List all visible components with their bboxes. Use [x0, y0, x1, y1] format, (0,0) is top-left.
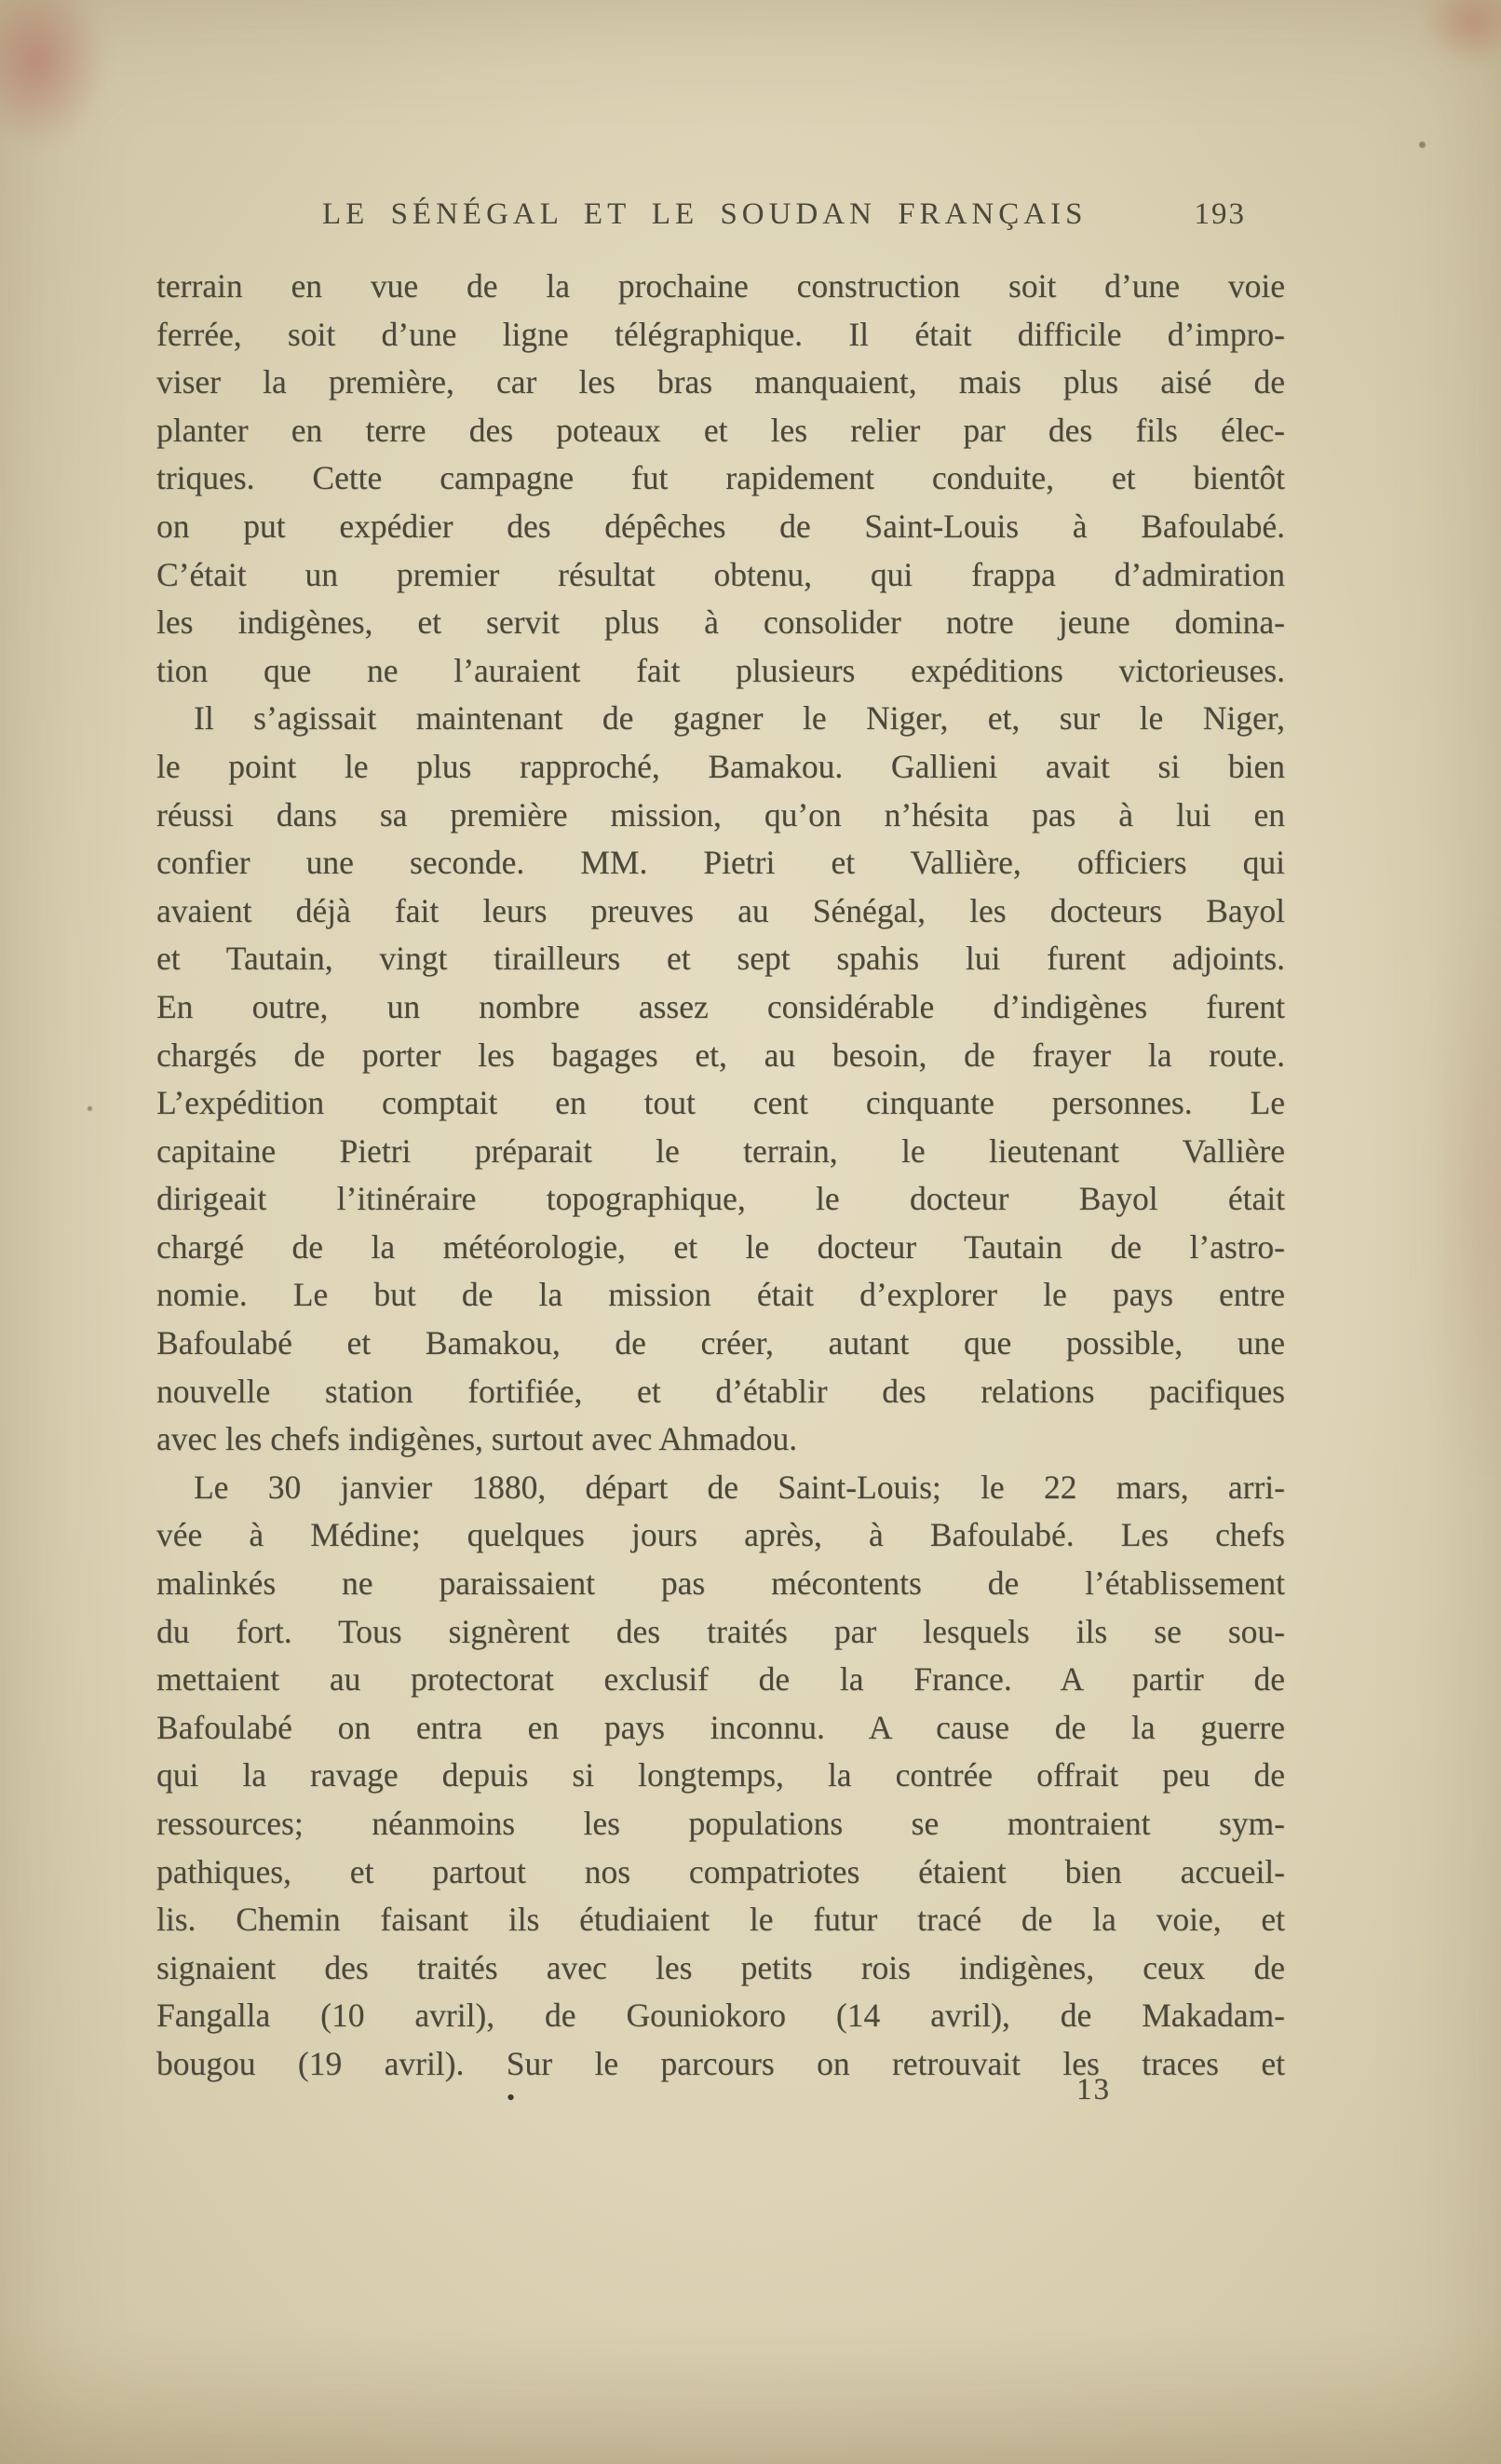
text-line: le point le plus rapproché, Bamakou. Gallieni avait si bien — [156, 747, 1285, 785]
text-line: malinkés ne paraissaient pas mécontents de l’établissement — [156, 1564, 1285, 1603]
text-line: on put expédier des dépêches de Saint-Louis à Bafoulabé. — [156, 507, 1285, 545]
text-line: réussi dans sa première mission, qu’on n’hésita pas à lui en — [156, 795, 1285, 833]
text-line: capitaine Pietri préparait le terrain, le lieutenant Vallière — [156, 1131, 1285, 1170]
signature-mark: 13 — [1076, 2073, 1111, 2106]
text-line: Fangalla (10 avril), de Gouniokoro (14 avril), de Makadam- — [156, 1997, 1285, 2035]
text-line: Le 30 janvier 1880, départ de Saint-Louis; le 22 mars, arri- — [194, 1468, 1285, 1506]
text-line: et Tautain, vingt tirailleurs et sept spahis lui furent adjoints. — [156, 940, 1285, 978]
page-number: 193 — [1194, 197, 1246, 231]
text-line: avaient déjà fait leurs preuves au Sénégal, les docteurs Bayol — [156, 891, 1285, 929]
text-line: les indigènes, et servit plus à consolider notre jeune domina- — [156, 603, 1285, 642]
text-line: ressources; néanmoins les populations se montraient sym- — [156, 1805, 1285, 1842]
text-line: terrain en vue de la prochaine construction soit d’une voie — [156, 267, 1285, 305]
text-line: Bafoulabé on entra en pays inconnu. A cause de la guerre — [156, 1708, 1285, 1746]
text-line: viser la première, car les bras manquaient, mais plus aisé de — [156, 363, 1285, 401]
text-line: En outre, un nombre assez considérable d’indigènes furent — [156, 987, 1285, 1025]
running-header-title: LE SÉNÉGAL ET LE SOUDAN FRANÇAIS — [322, 197, 1088, 231]
paper-stain — [0, 2324, 1501, 2464]
text-line: nomie. Le but de la mission était d’explorer le pays entre — [156, 1276, 1285, 1314]
text-line: chargé de la météorologie, et le docteur Tautain de l’astro- — [156, 1227, 1285, 1266]
text-block — [156, 263, 1285, 2089]
paper-stain — [1436, 913, 1501, 1490]
text-line: avec les chefs indigènes, surtout avec Ahmadou. — [156, 1420, 798, 1458]
text-line: confier une seconde. MM. Pietri et Vallière, officiers qui — [156, 844, 1285, 882]
text-line: du fort. Tous signèrent des traités par lesquels ils se sou- — [156, 1612, 1285, 1650]
text-line: pathiques, et partout nos compatriotes étaient bien accueil- — [156, 1852, 1285, 1890]
text-line: bougou (19 avril). Sur le parcours on retrouvait les traces et — [156, 2044, 1285, 2082]
paper-speck — [88, 1106, 92, 1111]
paper-stain — [0, 0, 107, 149]
text-line: triques. Cette campagne fut rapidement conduite, et bientôt — [156, 459, 1285, 497]
text-line: C’était un premier résultat obtenu, qui frappa d’admiration — [156, 555, 1285, 593]
text-line: qui la ravage depuis si longtemps, la contrée offrait peu de — [156, 1756, 1285, 1794]
text-line: tion que ne l’auraient fait plusieurs expéditions victorieuses. — [156, 651, 1285, 689]
running-header — [156, 197, 1285, 238]
text-line: chargés de porter les bagages et, au besoin, de frayer la route. — [156, 1036, 1285, 1074]
text-line: vée à Médine; quelques jours après, à Bafoulabé. Les chefs — [156, 1516, 1285, 1554]
text-line: lis. Chemin faisant ils étudiaient le futur tracé de la voie, et — [156, 1901, 1285, 1939]
ink-mark: • — [507, 2084, 516, 2111]
paper-speck — [1419, 142, 1426, 148]
text-line: mettaient au protectorat exclusif de la France. A partir de — [156, 1660, 1285, 1699]
text-line: signaient des traités avec les petits rois indigènes, ceux de — [156, 1948, 1285, 1986]
paper-stain — [1422, 0, 1501, 65]
text-line: ferrée, soit d’une ligne télégraphique. Il était difficile d’impro- — [156, 315, 1285, 353]
text-line: planter en terre des poteaux et les relier par des fils élec- — [156, 411, 1285, 449]
text-line: L’expédition comptait en tout cent cinquante personnes. Le — [156, 1084, 1285, 1122]
text-line: Il s’agissait maintenant de gagner le Niger, et, sur le Niger, — [194, 699, 1285, 738]
text-line: Bafoulabé et Bamakou, de créer, autant que possible, une — [156, 1324, 1285, 1362]
text-line: nouvelle station fortifiée, et d’établir des relations pacifiques — [156, 1372, 1285, 1410]
text-line: dirigeait l’itinéraire topographique, le docteur Bayol était — [156, 1180, 1285, 1218]
